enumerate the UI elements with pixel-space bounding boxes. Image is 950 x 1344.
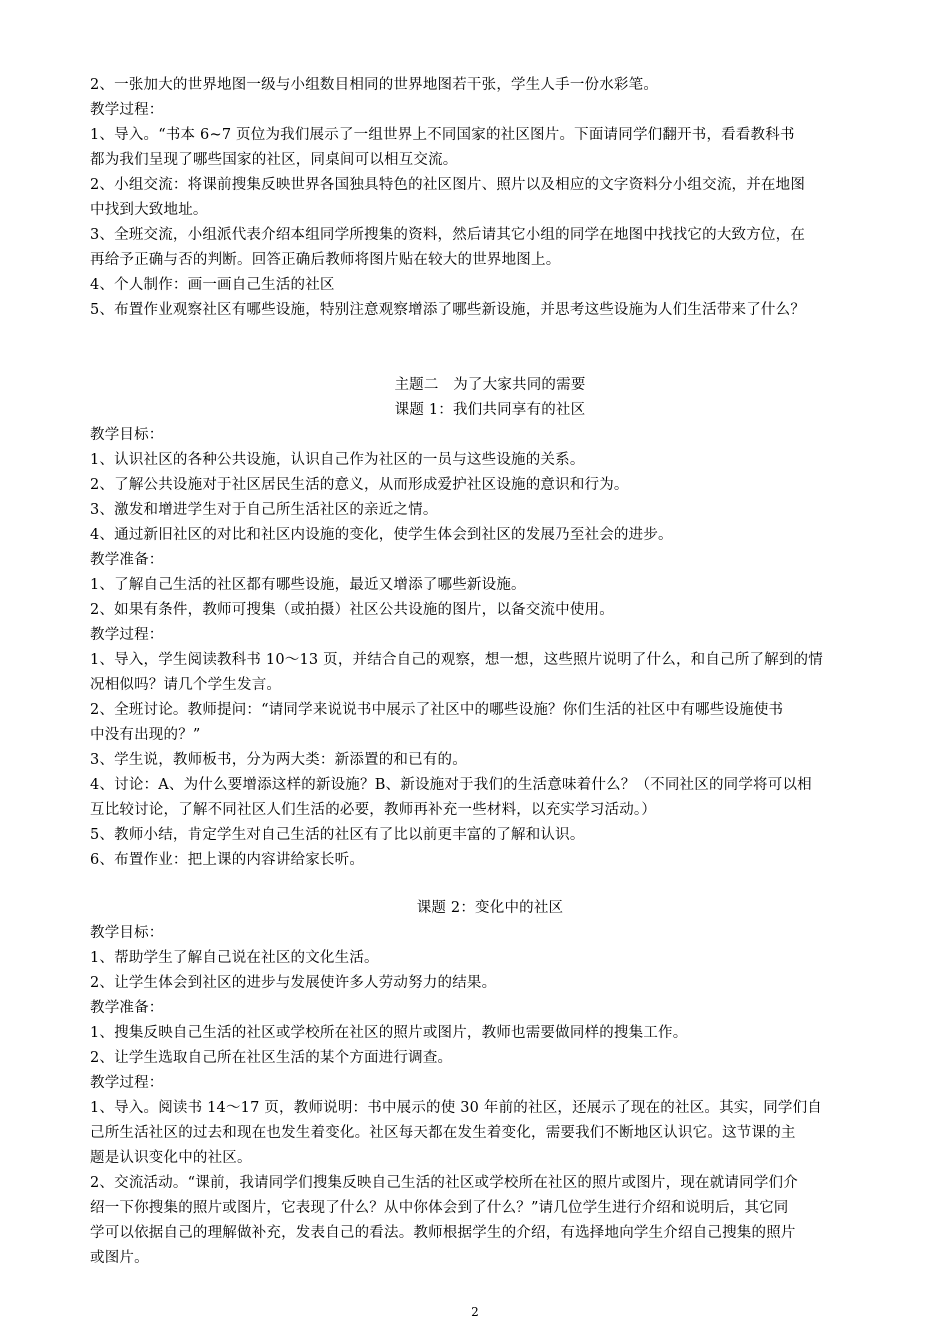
text-line: 4、讨论：A、为什么要增添这样的新设施？B、新设施对于我们的生活意味着什么？（不同社区的同学将可以相	[90, 777, 812, 793]
text-line: 中找到大致地址。	[90, 202, 208, 218]
text-line: 2、让学生选取自己所在社区生活的某个方面进行调查。	[90, 1050, 453, 1066]
text-line: 教学准备：	[90, 1000, 164, 1016]
text-line: 绍一下你搜集的照片或图片，它表现了什么？从中你体会到了什么？”请几位学生进行介绍和说明后，其它同	[90, 1200, 789, 1216]
text-line: 教学目标：	[90, 925, 164, 941]
text-line: 互比较讨论，了解不同社区人们生活的必要，教师再补充一些材料，以充实学习活动。）	[90, 802, 657, 818]
text-line: 都为我们呈现了哪些国家的社区，同桌间可以相互交流。	[90, 152, 458, 168]
text-line: 5、教师小结，肯定学生对自己生活的社区有了比以前更丰富的了解和认识。	[90, 827, 585, 843]
text-line: 6、布置作业：把上课的内容讲给家长听。	[90, 852, 365, 868]
text-line: 1、搜集反映自己生活的社区或学校所在社区的照片或图片，教师也需要做同样的搜集工作。	[90, 1025, 688, 1041]
text-line: 教学过程：	[90, 102, 164, 118]
text-line: 2、交流活动。“课前，我请同学们搜集反映自己生活的社区或学校所在社区的照片或图片，现在就请同学们介	[90, 1175, 798, 1191]
heading-block	[90, 373, 890, 423]
text-line: 况相似吗？请几个学生发言。	[90, 677, 282, 693]
text-line: 教学过程：	[90, 627, 164, 643]
text-block	[90, 73, 890, 323]
text-line: 教学目标：	[90, 427, 164, 443]
text-line: 己所生活社区的过去和现在也发生着变化。社区每天都在发生着变化，需要我们不断地区认识它。这节课的主	[90, 1125, 796, 1141]
section-heading: 主题二 为了大家共同的需要	[394, 377, 586, 393]
text-block	[90, 921, 890, 1271]
text-line: 3、学生说，教师板书，分为两大类：新添置的和已有的。	[90, 752, 467, 768]
text-line: 1、认识社区的各种公共设施，认识自己作为社区的一员与这些设施的关系。	[90, 452, 585, 468]
text-line: 1、导入。“书本 6~7 页位为我们展示了一组世界上不同国家的社区图片。下面请同学们翻开书，看看教科书	[90, 127, 795, 143]
text-line: 再给予正确与否的判断。回答正确后教师将图片贴在较大的世界地图上。	[90, 252, 561, 268]
section-heading: 课题 2：变化中的社区	[416, 900, 564, 916]
text-line: 2、小组交流：将课前搜集反映世界各国独具特色的社区图片、照片以及相应的文字资料分小组交流，并在地图	[90, 177, 806, 193]
text-line: 4、通过新旧社区的对比和社区内设施的变化，使学生体会到社区的发展乃至社会的进步。	[90, 527, 673, 543]
text-line: 2、一张加大的世界地图一级与小组数目相同的世界地图若干张，学生人手一份水彩笔。	[90, 77, 659, 93]
text-line: 3、全班交流，小组派代表介绍本组同学所搜集的资料，然后请其它小组的同学在地图中找找它的大致方位，在	[90, 227, 806, 243]
text-line: 2、了解公共设施对于社区居民生活的意义，从而形成爱护社区设施的意识和行为。	[90, 477, 629, 493]
text-line: 教学过程：	[90, 1075, 164, 1091]
heading-block	[90, 896, 890, 921]
text-line: 2、让学生体会到社区的进步与发展使许多人劳动努力的结果。	[90, 975, 497, 991]
text-line: 5、布置作业观察社区有哪些设施，特别注意观察增添了哪些新设施，并思考这些设施为人们生活带来了什么？	[90, 302, 806, 318]
text-line: 教学准备：	[90, 552, 164, 568]
text-line: 2、如果有条件，教师可搜集（或拍摄）社区公共设施的图片，以备交流中使用。	[90, 602, 614, 618]
text-line: 1、了解自己生活的社区都有哪些设施，最近又增添了哪些新设施。	[90, 577, 526, 593]
text-line: 3、激发和增进学生对于自己所生活社区的亲近之情。	[90, 502, 438, 518]
section-heading: 课题 1：我们共同享有的社区	[394, 402, 586, 418]
text-line: 学可以依据自己的理解做补充，发表自己的看法。教师根据学生的介绍，有选择地向学生介绍自己搜集的照片	[90, 1225, 796, 1241]
text-line: 1、导入，学生阅读教科书 10～13 页，并结合自己的观察，想一想，这些照片说明了什么，和自己所了解到的情	[90, 652, 823, 668]
page-number: 2	[471, 1305, 479, 1319]
text-line: 或图片。	[90, 1250, 149, 1266]
text-line: 题是认识变化中的社区。	[90, 1150, 252, 1166]
text-line: 1、帮助学生了解自己说在社区的文化生活。	[90, 950, 379, 966]
text-line: 中没有出现的？”	[90, 727, 201, 743]
text-line: 1、导入。阅读书 14～17 页，教师说明：书中展示的使 30 年前的社区，还展示了现在的社区。其实，同学们自	[90, 1100, 823, 1116]
text-block	[90, 423, 890, 873]
text-line: 4、个人制作：画一画自己生活的社区	[90, 277, 335, 293]
text-line: 2、全班讨论。教师提问：“请同学来说说书中展示了社区中的哪些设施？你们生活的社区中有哪些设施使书	[90, 702, 784, 718]
